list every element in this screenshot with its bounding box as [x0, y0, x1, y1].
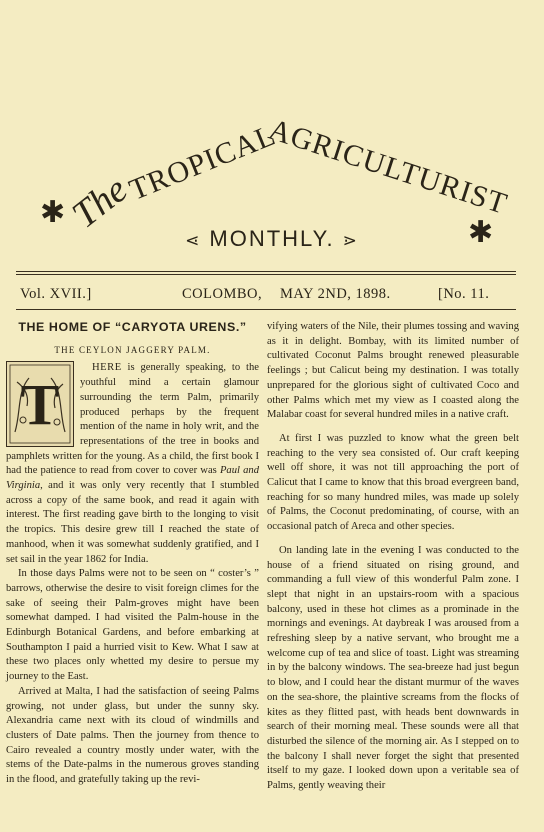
article-subtitle: THE CEYLON JAGGERY PALM.	[54, 344, 211, 355]
paragraph-3: Arrived at Malta, I had the satisfaction of seeing Palms growing, not under glass, but under the sunny sky. Alexandria came next with its cloud of windmills and clusters of Date palms. Then the journey from thence to Cairo revealed a country mostly under water, with the stems of the Date-palms in the numerous groves standing in the flood, and gratefully taking up the revi-	[6, 685, 259, 786]
masthead	[0, 0, 544, 270]
decorated-initial	[6, 361, 74, 447]
paragraph-4: vifying waters of the Nile, their plumes tossing and waving as it in delight. Bombay, with its limited number of cultivated Coconut Palms brought renewed pleasurable feelings ; but Calicut being my destination. I was totally unprepared for the glorious sight of cultivated Coco and other Palms which met my view as I coasted along the Malabar coast for several hundred miles in a native craft.	[267, 321, 519, 421]
paragraph-6: On landing late in the evening I was conducted to the house of a friend situated on rising ground, and commanding a full view of this wonderful Palm zone. I slept that night in an upstairs-room with a spacious balcony, used in these hot climes as a prominade in the mornings and evenings. At daybreak I was aroused from a refreshing sleep by a native servant, who brought me a welcome cup of tea and slice of toast. Light was streaming in by the balcony windows. The sea-breeze had just begun to blow, and I could hear the distant murmur of the waves on the sea-shore, the plaintive screams from the flocks of kites as they flitted past, with heads bent downwards in search of their morning meal. These sounds were all that disturbed the silence of the morning air. As I stepped on to the balcony I shall never forget the sight that presented itself to my gaze. I looked down upon a veritable sea of Palms, gently weaving their	[267, 544, 519, 792]
title-agriculturist: AGRICULTURIST	[264, 112, 512, 221]
title-tropical: TROPICAL	[124, 118, 281, 207]
issue-rule	[16, 309, 516, 310]
monthly-label: MONTHLY.	[209, 226, 335, 251]
issue-line	[20, 286, 510, 306]
place-label: COLOMBO,	[182, 286, 263, 302]
lead-text: is generally speaking, to the youthful mind a certain glamour surrounding the term Palm, primarily produced perhaps by the frequent mention of the name in holy writ, and the representations of the tree in books and pamphlets written for the young. As a child, the first book I had the patience to read from cover to cover was	[6, 362, 259, 477]
masthead-rule-top	[16, 271, 516, 272]
lead-caps: HERE	[92, 362, 122, 374]
masthead-subtitle	[0, 226, 544, 252]
article-column-left	[6, 320, 259, 788]
book-title: Paul and Virginia	[6, 465, 259, 492]
initial-letter: T	[20, 372, 60, 438]
masthead-rule-bottom	[16, 274, 516, 275]
paragraph-5: At first I was puzzled to know what the green belt reaching to the very sea consisted of. Our craft keeping well off shore, it was not till approaching the port of Calicut that I came to know that this broad evergreen band, reaching for so many hundred miles, was made up solely of Palms, the Coconut predominating, of course, with an occasional patch of Areca and other species.	[267, 432, 519, 533]
left-ornament-icon: ⋖	[185, 231, 202, 250]
paragraph-2: In those days Palms were not to be seen on “ coster’s ” barrows, otherwise the desire to visit foreign climes for the sake of seeing their Palm-groves might have been somewhat damped. I had visited the Palm-house in the Edinburgh Botanical Gardens, and before embarking at Southampton I paid a hurried visit to Kew. What I saw at these two places only whetted my desire to persue my journey to the East.	[6, 568, 259, 683]
right-star-icon: ✱	[468, 215, 494, 250]
lead-text-end: , and it was only very recently that I stumbled across a copy of the same book, and read it again with interest. The first reading gave birth to the longing to visit the tropics. This desire grew till I reached the state of manhood, when it was somewhat suddenly gratified, and I set sail in the year 1862 for India.	[6, 480, 259, 565]
volume-label: Vol. XVII.]	[20, 286, 92, 302]
article-column-right	[267, 320, 519, 794]
initial-ornament-icon	[7, 362, 73, 446]
title-the: The	[64, 168, 136, 237]
lead-paragraph-block	[6, 361, 259, 567]
article-title: THE HOME OF “CARYOTA URENS.”	[18, 320, 247, 334]
date-label: MAY 2ND, 1898.	[280, 286, 391, 302]
left-star-icon: ✱	[40, 195, 66, 230]
right-ornament-icon: ⋗	[342, 231, 359, 250]
number-label: [No. 11.	[438, 286, 490, 302]
